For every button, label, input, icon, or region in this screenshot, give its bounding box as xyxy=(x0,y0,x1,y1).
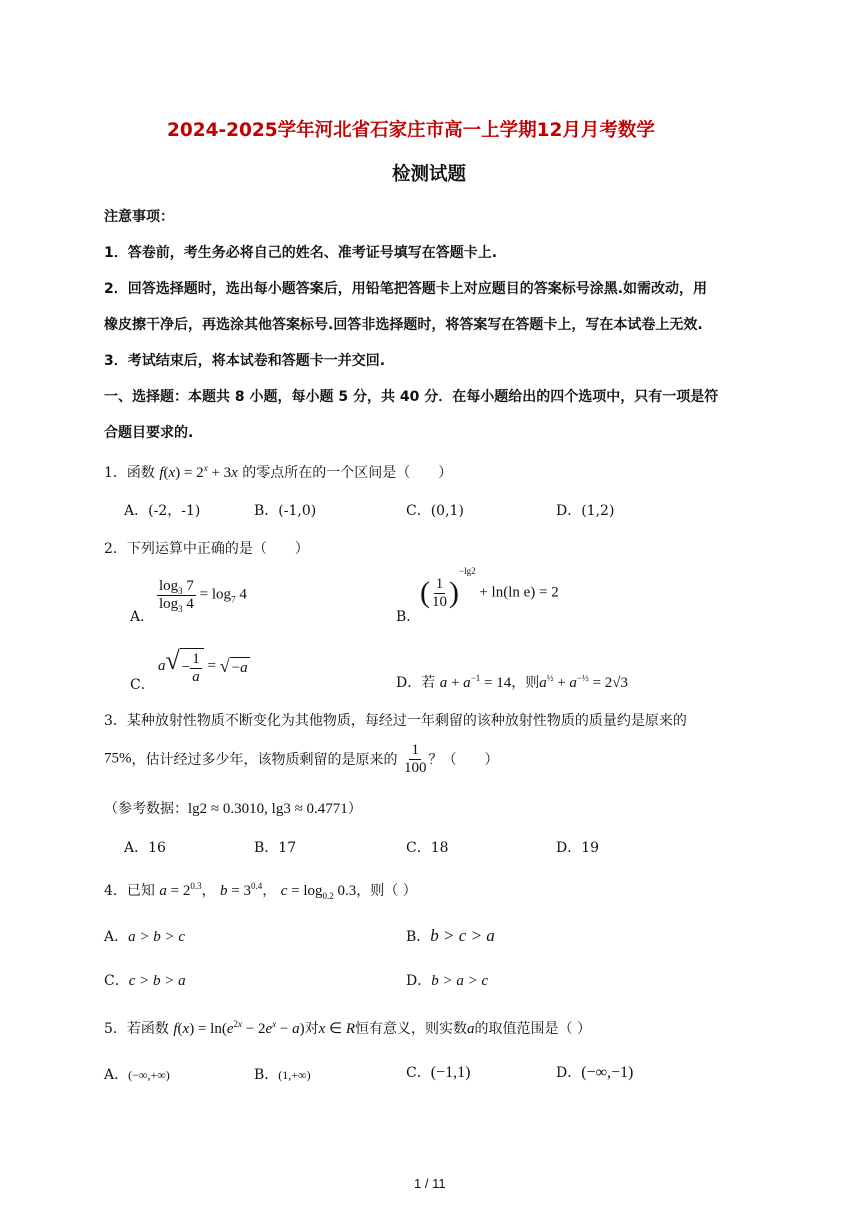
q4-option-a xyxy=(104,926,185,946)
q3-option-d: D．19 xyxy=(556,840,600,856)
question-4: 4．已知 $a = 2^{0.3}$， $b = 3^{0.4}$， $c = \log_{0.2} 0.3$，则（ ） xyxy=(104,881,417,901)
q4-label-a: A． xyxy=(104,929,129,945)
notice-item-3: 3．考试结束后，将本试卷和答题卡一并交回. xyxy=(104,353,386,369)
q5-value-b: (1,+∞) xyxy=(278,1068,311,1082)
question-1 xyxy=(104,462,452,482)
q5-label-a: A． xyxy=(104,1067,129,1083)
q2-option-b: ( $\frac{1}{10}$ )$^{-lg2}$ + ln(ln e) = 2 xyxy=(420,566,559,610)
q4-label-c: C． xyxy=(104,973,129,989)
q4-prefix: 4．已知 xyxy=(104,883,155,899)
q3-option-a: A．16 xyxy=(124,840,166,856)
q5-mid-1: 对 xyxy=(304,1021,319,1037)
q3-option-b: B．17 xyxy=(254,840,297,856)
q1-option-a: A．(-2，-1) xyxy=(124,503,201,519)
q3-ref-prefix: （参考数据： xyxy=(104,801,188,817)
q2-option-a: $\frac{\log_3 7}{\log_3 4}$ = $\log_7 4$ xyxy=(159,578,247,614)
q2-label-c: C． xyxy=(130,677,155,693)
q4-value-b: b > c > a xyxy=(430,926,495,945)
q3-line-1: 3．某种放射性物质不断变化为其他物质，每经过一年剩留的该种放射性物质的质量约是原来的 xyxy=(104,713,687,729)
page-number: 1 / 11 xyxy=(414,1176,446,1191)
q3-ref-data: lg2 ≈ 0.3010, lg3 ≈ 0.4771 xyxy=(188,801,348,817)
q4-option-c xyxy=(104,970,186,990)
q2-label-d: D． xyxy=(396,675,422,691)
q2-option-c: a √ − $\frac{1}{a}$ = √ −a xyxy=(158,646,248,685)
notice-item-1: 1．答卷前，考生务必将自己的姓名、准考证号填写在答题卡上. xyxy=(104,245,498,261)
q5-suffix: 的取值范围是（ ） xyxy=(474,1021,591,1037)
q2-label-b: B． xyxy=(396,609,421,625)
q5-option-d xyxy=(556,1062,633,1082)
q3-tail: ？（ ） xyxy=(428,752,499,768)
q1-option-d: D．(1,2) xyxy=(556,503,615,519)
q4-option-d xyxy=(406,970,488,990)
title-line-2: 检测试题 xyxy=(392,164,467,185)
notice-item-2a: 2．回答选择题时，选出每小题答案后，用铅笔把答题卡上对应题目的答案标号涂黑.如需改动，用 xyxy=(104,281,708,297)
q5-option-a xyxy=(104,1064,170,1084)
notice-heading: 注意事项： xyxy=(104,209,174,225)
q4-label-b: B． xyxy=(406,929,431,945)
q4-sep-1: ， xyxy=(201,883,216,899)
q5-value-a: (−∞,+∞) xyxy=(128,1068,170,1082)
q5-label-c: C． xyxy=(406,1065,431,1081)
section-1-heading-a: 一、选择题：本题共 8 小题，每小题 5 分，共 40 分．在每小题给出的四个选项中，只有一项是符 xyxy=(104,389,719,405)
q1-function: $f(x) = 2^x + 3x$ xyxy=(159,463,238,481)
q3-mid: ，估计经过多少年，该物质剩留的是原来的 xyxy=(131,752,398,768)
question-2: 2．下列运算中正确的是（ ） xyxy=(104,541,309,557)
q2-label-a: A． xyxy=(130,609,155,625)
q5-option-c xyxy=(406,1062,470,1082)
q3-option-c: C．18 xyxy=(406,840,449,856)
q3-reference xyxy=(104,798,362,818)
q5-label-d: D． xyxy=(556,1065,582,1081)
q1-option-b: B．(-1,0) xyxy=(254,503,317,519)
q1-suffix: 的零点所在的一个区间是（ ） xyxy=(242,465,453,481)
q1-option-c: C．(0,1) xyxy=(406,503,464,519)
q5-value-d: (−∞,−1) xyxy=(581,1064,634,1081)
q5-option-b xyxy=(254,1064,311,1084)
section-1-heading-b: 合题目要求的. xyxy=(104,425,194,441)
q3-line-2 xyxy=(104,742,498,776)
q2-d-mid: ，则 xyxy=(511,675,540,691)
q5-mid-2: 恒有意义，则实数 xyxy=(355,1021,468,1037)
q1-prefix: 1．函数 xyxy=(104,465,155,481)
q4-value-d: b > a > c xyxy=(431,973,489,989)
q4-label-d: D． xyxy=(406,973,432,989)
q2-option-d: D．若 $a + a^{-1} = 14$，则$a^{\frac{1}{2}} + a^{-\frac{1}{2}} = 2√3$ xyxy=(396,673,628,691)
title-line-1: 2024-2025学年河北省石家庄市高一上学期12月月考数学 xyxy=(167,120,655,141)
q2-d-prefix: 若 xyxy=(421,675,436,691)
q4-sep-2: ， xyxy=(262,883,277,899)
q5-prefix: 5．若函数 xyxy=(104,1021,169,1037)
q5-label-b: B． xyxy=(254,1067,279,1083)
q4-option-b xyxy=(406,926,495,946)
q4-suffix: ，则（ ） xyxy=(356,883,417,899)
q3-fraction: $\frac{1}{100}$ xyxy=(403,742,427,776)
q4-value-a: a > b > c xyxy=(128,929,186,945)
q3-ref-suffix: ） xyxy=(347,801,362,817)
notice-item-2b: 橡皮擦干净后，再选涂其他答案标号.回答非选择题时，将答案写在答题卡上，写在本试卷上无效. xyxy=(104,317,703,333)
question-5: 5．若函数 $f(x) = \ln(e^{2x} - 2e^x - a)$对x ∈ R恒有意义，则实数a的取值范围是（ ） xyxy=(104,1019,591,1037)
q3-percent: 75% xyxy=(104,750,132,767)
q4-value-c: c > b > a xyxy=(128,973,186,989)
q5-value-c: (−1,1) xyxy=(430,1064,471,1081)
